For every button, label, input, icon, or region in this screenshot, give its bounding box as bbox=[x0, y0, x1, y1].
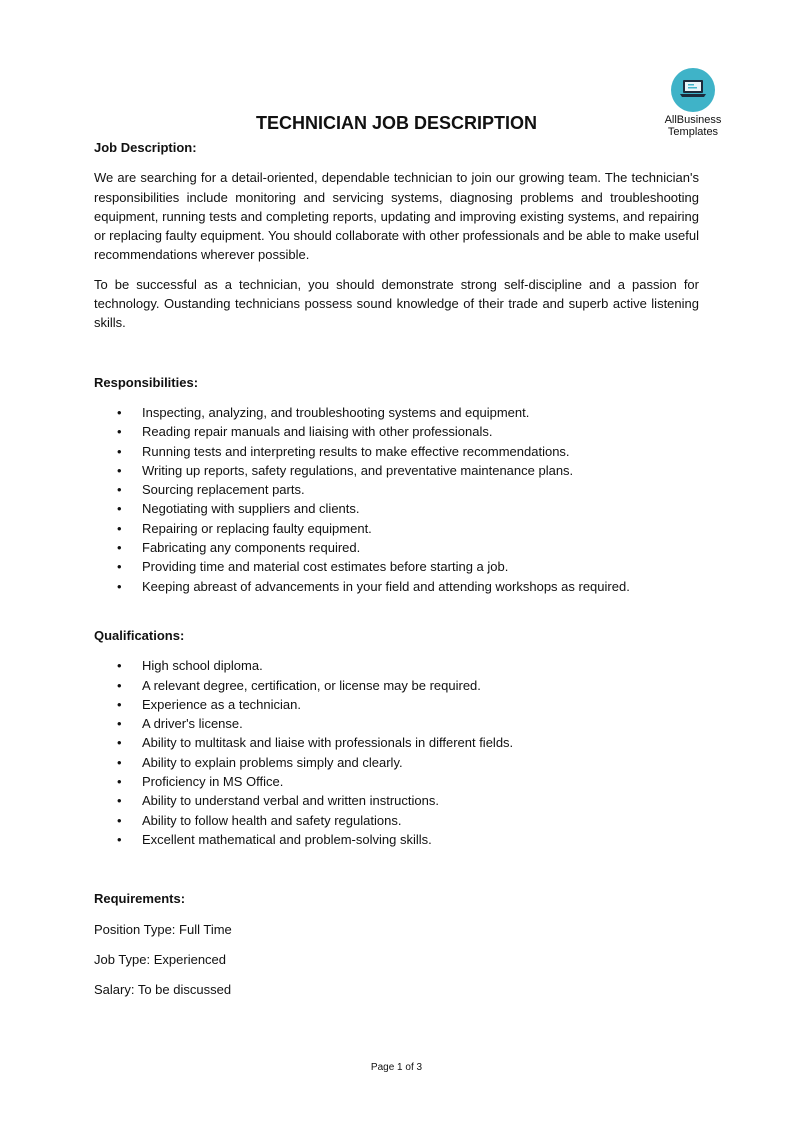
responsibilities-heading: Responsibilities: bbox=[94, 374, 199, 390]
list-item: • Inspecting, analyzing, and troubleshooting systems and equipment. bbox=[94, 403, 699, 422]
list-item: • Ability to explain problems simply and clearly. bbox=[94, 753, 699, 772]
bullet-icon: • bbox=[117, 677, 122, 693]
list-item: • Reading repair manuals and liaising with other professionals. bbox=[94, 422, 699, 441]
qualifications-list bbox=[94, 656, 699, 849]
list-item: • A driver's license. bbox=[94, 714, 699, 733]
bullet-icon: • bbox=[117, 735, 122, 751]
list-item: • Ability to follow health and safety regulations. bbox=[94, 811, 699, 830]
bullet-icon: • bbox=[117, 774, 122, 790]
list-item: • Sourcing replacement parts. bbox=[94, 480, 699, 499]
bullet-icon: • bbox=[117, 462, 122, 478]
list-item: • Repairing or replacing faulty equipment. bbox=[94, 519, 699, 538]
job-description-heading: Job Description: bbox=[94, 140, 197, 155]
list-item: • Experience as a technician. bbox=[94, 695, 699, 714]
document-title: TECHNICIAN JOB DESCRIPTION bbox=[255, 113, 538, 133]
bullet-icon: • bbox=[117, 540, 122, 556]
bullet-icon: • bbox=[117, 578, 122, 594]
bullet-icon: • bbox=[117, 716, 122, 732]
list-item: • Ability to multitask and liaise with professionals in different fields. bbox=[94, 733, 699, 752]
logo-text-line2: Templates bbox=[667, 126, 719, 138]
bullet-icon: • bbox=[117, 754, 122, 770]
requirement-line: Position Type: Full Time bbox=[94, 921, 232, 937]
bullet-icon: • bbox=[117, 482, 122, 498]
requirement-line: Salary: To be discussed bbox=[94, 982, 232, 998]
list-item: • Running tests and interpreting results to make effective recommendations. bbox=[94, 442, 699, 461]
bullet-icon: • bbox=[117, 520, 122, 536]
job-description-paragraph: We are searching for a detail-oriented, dependable technician to join our growing team. The technician's responsibilities include monitoring and servicing systems, diagnosing problems and troubleshooting equipment, running tests and completing reports, updating and improving existing systems, and repairing or replacing faulty equipment. You should collaborate with other professionals and be able to make useful recommendations wherever possible. bbox=[94, 170, 699, 263]
logo-text-line1: AllBusiness bbox=[664, 114, 722, 126]
list-item: • Fabricating any components required. bbox=[94, 538, 699, 557]
list-item: • A relevant degree, certification, or license may be required. bbox=[94, 676, 699, 695]
requirement-line: Job Type: Experienced bbox=[94, 951, 227, 967]
page-number: Page 1 of 3 bbox=[370, 1062, 423, 1073]
requirements-heading: Requirements: bbox=[94, 891, 186, 907]
list-item: • High school diploma. bbox=[94, 656, 699, 675]
responsibilities-list bbox=[94, 403, 699, 596]
bullet-icon: • bbox=[117, 404, 122, 420]
bullet-icon: • bbox=[117, 658, 122, 674]
list-item: • Negotiating with suppliers and clients. bbox=[94, 499, 699, 518]
bullet-icon: • bbox=[117, 443, 122, 459]
document-body bbox=[94, 138, 699, 999]
list-item: • Ability to understand verbal and written instructions. bbox=[94, 791, 699, 810]
list-item: • Keeping abreast of advancements in your field and attending workshops as required. bbox=[94, 577, 699, 596]
bullet-icon: • bbox=[117, 559, 122, 575]
bullet-icon: • bbox=[117, 793, 122, 809]
list-item: • Proficiency in MS Office. bbox=[94, 772, 699, 791]
list-item: • Providing time and material cost estimates before starting a job. bbox=[94, 557, 699, 576]
qualifications-heading: Qualifications: bbox=[94, 627, 185, 643]
list-item: • Excellent mathematical and problem-solving skills. bbox=[94, 830, 699, 849]
job-description-paragraph: To be successful as a technician, you should demonstrate strong self-discipline and a passion for technology. Oustanding technicians possess sound knowledge of their trade and superb active listening skills. bbox=[94, 276, 699, 331]
bullet-icon: • bbox=[117, 424, 122, 440]
list-item: • Writing up reports, safety regulations, and preventative maintenance plans. bbox=[94, 461, 699, 480]
bullet-icon: • bbox=[117, 831, 122, 847]
laptop-icon bbox=[671, 68, 715, 112]
bullet-icon: • bbox=[117, 501, 122, 517]
bullet-icon: • bbox=[117, 812, 122, 828]
bullet-icon: • bbox=[117, 696, 122, 712]
